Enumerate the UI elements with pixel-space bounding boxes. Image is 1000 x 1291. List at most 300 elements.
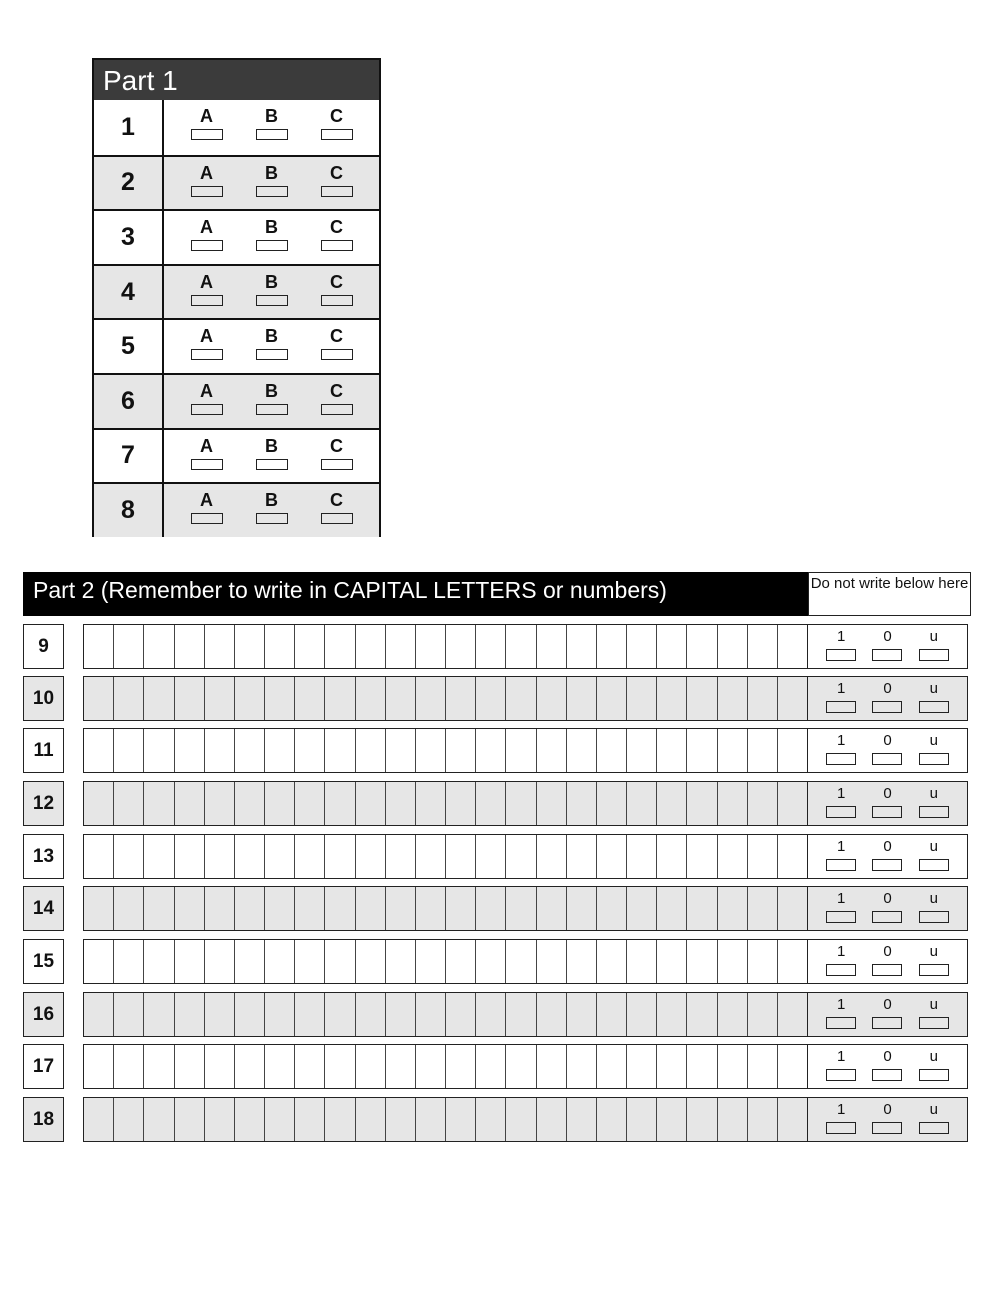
letter-box[interactable]	[446, 887, 476, 930]
letter-box[interactable]	[295, 1045, 325, 1088]
letter-box[interactable]	[476, 677, 506, 720]
letter-box[interactable]	[718, 887, 748, 930]
letter-box[interactable]	[84, 1045, 114, 1088]
letter-box[interactable]	[175, 993, 205, 1036]
letter-box[interactable]	[687, 993, 717, 1036]
letter-box[interactable]	[295, 835, 325, 878]
letter-box[interactable]	[356, 993, 386, 1036]
letter-box[interactable]	[235, 887, 265, 930]
mark-lozenge	[919, 964, 949, 976]
option-lozenge[interactable]	[321, 240, 353, 251]
option-lozenge[interactable]	[191, 349, 223, 360]
letter-box[interactable]	[144, 782, 174, 825]
letter-box[interactable]	[205, 625, 235, 668]
answer-option[interactable]	[319, 211, 355, 264]
letter-box[interactable]	[597, 940, 627, 983]
letter-box[interactable]	[205, 887, 235, 930]
letter-box[interactable]	[386, 729, 416, 772]
answer-option[interactable]	[189, 157, 225, 210]
letter-box[interactable]	[175, 729, 205, 772]
answer-option[interactable]	[254, 157, 290, 210]
letter-box[interactable]	[748, 782, 778, 825]
letter-box[interactable]	[386, 835, 416, 878]
answer-option[interactable]	[254, 484, 290, 537]
letter-box[interactable]	[718, 835, 748, 878]
letter-box[interactable]	[537, 677, 567, 720]
letter-box[interactable]	[567, 940, 597, 983]
letter-box[interactable]	[356, 835, 386, 878]
letter-box[interactable]	[537, 625, 567, 668]
option-lozenge[interactable]	[191, 186, 223, 197]
letter-box[interactable]	[597, 1098, 627, 1141]
letter-box[interactable]	[718, 940, 748, 983]
option-lozenge[interactable]	[191, 240, 223, 251]
letter-box[interactable]	[446, 835, 476, 878]
letter-box[interactable]	[446, 729, 476, 772]
letter-box[interactable]	[687, 887, 717, 930]
letter-box[interactable]	[627, 677, 657, 720]
letter-box[interactable]	[235, 625, 265, 668]
letter-box[interactable]	[476, 940, 506, 983]
letter-box[interactable]	[416, 993, 446, 1036]
letter-box[interactable]	[476, 993, 506, 1036]
letter-box[interactable]	[537, 1045, 567, 1088]
letter-box[interactable]	[205, 1098, 235, 1141]
letter-box[interactable]	[446, 1045, 476, 1088]
letter-box[interactable]	[597, 835, 627, 878]
letter-box[interactable]	[476, 835, 506, 878]
letter-box[interactable]	[205, 782, 235, 825]
answer-option[interactable]	[254, 211, 290, 264]
letter-box[interactable]	[235, 729, 265, 772]
letter-box[interactable]	[687, 940, 717, 983]
letter-box[interactable]	[687, 835, 717, 878]
letter-box[interactable]	[386, 1098, 416, 1141]
letter-box[interactable]	[657, 782, 687, 825]
letter-box[interactable]	[476, 1098, 506, 1141]
mark-label: u	[929, 732, 938, 749]
letter-box[interactable]	[205, 1045, 235, 1088]
mark-option	[871, 835, 903, 878]
letter-box[interactable]	[386, 782, 416, 825]
letter-box[interactable]	[175, 835, 205, 878]
letter-box[interactable]	[114, 782, 144, 825]
letter-box[interactable]	[175, 1098, 205, 1141]
letter-box[interactable]	[718, 1098, 748, 1141]
letter-box[interactable]	[416, 625, 446, 668]
letter-box[interactable]	[657, 1045, 687, 1088]
letter-box[interactable]	[356, 729, 386, 772]
answer-option[interactable]	[319, 100, 355, 155]
letter-box[interactable]	[778, 782, 807, 825]
option-lozenge[interactable]	[256, 186, 288, 197]
letter-box[interactable]	[265, 729, 295, 772]
letter-box[interactable]	[356, 1045, 386, 1088]
letter-box[interactable]	[114, 940, 144, 983]
letter-box[interactable]	[506, 729, 536, 772]
letter-box[interactable]	[627, 993, 657, 1036]
letter-box[interactable]	[506, 677, 536, 720]
letter-box[interactable]	[84, 993, 114, 1036]
letter-box[interactable]	[416, 677, 446, 720]
letter-box[interactable]	[718, 625, 748, 668]
letter-box[interactable]	[235, 940, 265, 983]
answer-option[interactable]	[189, 320, 225, 373]
letter-box[interactable]	[205, 677, 235, 720]
option-lozenge[interactable]	[256, 404, 288, 415]
letter-box[interactable]	[205, 993, 235, 1036]
answer-option[interactable]	[319, 484, 355, 537]
letter-box[interactable]	[265, 887, 295, 930]
answer-option[interactable]	[254, 100, 290, 155]
letter-box[interactable]	[325, 887, 355, 930]
answer-option[interactable]	[189, 211, 225, 264]
option-lozenge[interactable]	[256, 240, 288, 251]
letter-box[interactable]	[265, 782, 295, 825]
letter-box[interactable]	[687, 782, 717, 825]
letter-box[interactable]	[325, 782, 355, 825]
mark-label: 1	[836, 785, 846, 802]
letter-box[interactable]	[687, 729, 717, 772]
letter-box[interactable]	[627, 729, 657, 772]
mark-option	[918, 993, 950, 1036]
mark-option	[871, 782, 903, 825]
letter-box[interactable]	[748, 887, 778, 930]
letter-box[interactable]	[175, 1045, 205, 1088]
letter-box[interactable]	[657, 835, 687, 878]
letter-box[interactable]	[416, 1045, 446, 1088]
letter-box[interactable]	[446, 1098, 476, 1141]
option-lozenge[interactable]	[256, 459, 288, 470]
letter-box[interactable]	[235, 993, 265, 1036]
letter-box[interactable]	[295, 782, 325, 825]
option-lozenge[interactable]	[191, 459, 223, 470]
answer-option[interactable]	[189, 100, 225, 155]
answer-option[interactable]	[254, 320, 290, 373]
letter-box[interactable]	[84, 940, 114, 983]
letter-box[interactable]	[567, 782, 597, 825]
letter-box[interactable]	[748, 1098, 778, 1141]
option-lozenge[interactable]	[191, 295, 223, 306]
letter-box[interactable]	[537, 940, 567, 983]
answer-option[interactable]	[189, 266, 225, 319]
letter-box[interactable]	[325, 835, 355, 878]
answer-option[interactable]	[189, 484, 225, 537]
letter-box[interactable]	[446, 993, 476, 1036]
letter-box[interactable]	[718, 729, 748, 772]
letter-box[interactable]	[597, 1045, 627, 1088]
letter-box[interactable]	[356, 782, 386, 825]
letter-box[interactable]	[114, 729, 144, 772]
letter-box[interactable]	[506, 835, 536, 878]
answer-option[interactable]	[189, 375, 225, 428]
letter-box[interactable]	[748, 835, 778, 878]
letter-box[interactable]	[567, 677, 597, 720]
letter-box[interactable]	[597, 993, 627, 1036]
letter-box[interactable]	[265, 625, 295, 668]
letter-box[interactable]	[114, 677, 144, 720]
letter-box[interactable]	[506, 940, 536, 983]
letter-box[interactable]	[356, 677, 386, 720]
letter-box[interactable]	[144, 887, 174, 930]
letter-box[interactable]	[748, 993, 778, 1036]
answer-option[interactable]	[319, 266, 355, 319]
letter-box[interactable]	[295, 677, 325, 720]
letter-box[interactable]	[627, 835, 657, 878]
letter-box[interactable]	[718, 1045, 748, 1088]
letter-box[interactable]	[597, 782, 627, 825]
letter-box[interactable]	[84, 1098, 114, 1141]
letter-box[interactable]	[144, 729, 174, 772]
letter-box[interactable]	[597, 729, 627, 772]
letter-box[interactable]	[295, 1098, 325, 1141]
letter-box[interactable]	[386, 625, 416, 668]
letter-box[interactable]	[235, 1045, 265, 1088]
letter-box[interactable]	[84, 887, 114, 930]
letter-box[interactable]	[446, 625, 476, 668]
letter-box[interactable]	[114, 835, 144, 878]
letter-box[interactable]	[386, 677, 416, 720]
letter-box[interactable]	[627, 940, 657, 983]
letter-box[interactable]	[748, 625, 778, 668]
letter-box[interactable]	[506, 993, 536, 1036]
letter-box[interactable]	[657, 1098, 687, 1141]
answer-option[interactable]	[319, 375, 355, 428]
letter-box[interactable]	[114, 625, 144, 668]
letter-box[interactable]	[114, 887, 144, 930]
letter-box[interactable]	[235, 677, 265, 720]
letter-box[interactable]	[144, 835, 174, 878]
answer-option[interactable]	[254, 375, 290, 428]
answer-option[interactable]	[319, 157, 355, 210]
letter-box[interactable]	[84, 835, 114, 878]
letter-box[interactable]	[114, 993, 144, 1036]
letter-box[interactable]	[778, 887, 807, 930]
letter-box[interactable]	[175, 677, 205, 720]
letter-box[interactable]	[386, 993, 416, 1036]
letter-box[interactable]	[144, 677, 174, 720]
letter-box[interactable]	[84, 677, 114, 720]
letter-box[interactable]	[175, 887, 205, 930]
letter-box[interactable]	[295, 625, 325, 668]
letter-box[interactable]	[627, 887, 657, 930]
answer-option[interactable]	[189, 430, 225, 483]
letter-box[interactable]	[386, 1045, 416, 1088]
letter-box[interactable]	[446, 782, 476, 825]
letter-box[interactable]	[778, 993, 807, 1036]
letter-box[interactable]	[446, 940, 476, 983]
letter-box[interactable]	[567, 835, 597, 878]
letter-box[interactable]	[537, 887, 567, 930]
letter-box[interactable]	[537, 782, 567, 825]
letter-box[interactable]	[537, 729, 567, 772]
letter-box[interactable]	[325, 940, 355, 983]
letter-box[interactable]	[205, 729, 235, 772]
letter-box[interactable]	[778, 835, 807, 878]
answer-option[interactable]	[254, 266, 290, 319]
mark-lozenge	[919, 859, 949, 871]
letter-box[interactable]	[175, 625, 205, 668]
letter-box[interactable]	[144, 1045, 174, 1088]
letter-box[interactable]	[325, 1045, 355, 1088]
letter-box[interactable]	[597, 887, 627, 930]
letter-box[interactable]	[778, 729, 807, 772]
letter-box[interactable]	[657, 677, 687, 720]
letter-box[interactable]	[718, 677, 748, 720]
letter-box[interactable]	[356, 940, 386, 983]
letter-box[interactable]	[235, 1098, 265, 1141]
option-lozenge[interactable]	[321, 459, 353, 470]
option-lozenge[interactable]	[256, 349, 288, 360]
letter-box[interactable]	[567, 993, 597, 1036]
mark-label: 0	[883, 680, 892, 697]
letter-box[interactable]	[175, 782, 205, 825]
letter-box[interactable]	[687, 1045, 717, 1088]
letter-box[interactable]	[567, 1045, 597, 1088]
letter-box[interactable]	[416, 782, 446, 825]
letter-box[interactable]	[627, 1098, 657, 1141]
mark-label: 1	[836, 732, 846, 749]
letter-box[interactable]	[144, 940, 174, 983]
letter-box[interactable]	[476, 625, 506, 668]
letter-box[interactable]	[506, 625, 536, 668]
letter-box[interactable]	[386, 887, 416, 930]
letter-box[interactable]	[778, 940, 807, 983]
option-lozenge[interactable]	[321, 349, 353, 360]
letter-box[interactable]	[476, 729, 506, 772]
option-lozenge[interactable]	[256, 295, 288, 306]
letter-box[interactable]	[265, 940, 295, 983]
letter-box[interactable]	[295, 940, 325, 983]
letter-box[interactable]	[718, 782, 748, 825]
letter-box[interactable]	[84, 729, 114, 772]
letter-box[interactable]	[476, 782, 506, 825]
letter-box[interactable]	[687, 677, 717, 720]
letter-box[interactable]	[295, 729, 325, 772]
letter-box[interactable]	[144, 625, 174, 668]
letter-box[interactable]	[325, 993, 355, 1036]
letter-box[interactable]	[748, 677, 778, 720]
letter-box[interactable]	[506, 782, 536, 825]
letter-box[interactable]	[144, 993, 174, 1036]
letter-box[interactable]	[657, 625, 687, 668]
letter-box[interactable]	[567, 887, 597, 930]
part2-question-row	[23, 1044, 968, 1089]
letter-box[interactable]	[476, 887, 506, 930]
letter-box[interactable]	[205, 940, 235, 983]
option-lozenge[interactable]	[321, 295, 353, 306]
letter-box[interactable]	[84, 625, 114, 668]
letter-box[interactable]	[265, 1098, 295, 1141]
letter-box[interactable]	[718, 993, 748, 1036]
option-lozenge[interactable]	[321, 513, 353, 524]
letter-box[interactable]	[627, 782, 657, 825]
letter-box[interactable]	[84, 782, 114, 825]
letter-box[interactable]	[265, 993, 295, 1036]
letter-box[interactable]	[416, 887, 446, 930]
letter-box[interactable]	[265, 1045, 295, 1088]
letter-box[interactable]	[597, 625, 627, 668]
letter-box[interactable]	[114, 1045, 144, 1088]
letter-box[interactable]	[325, 1098, 355, 1141]
letter-box[interactable]	[687, 625, 717, 668]
letter-box[interactable]	[567, 1098, 597, 1141]
letter-box[interactable]	[114, 1098, 144, 1141]
letter-box[interactable]	[778, 1098, 807, 1141]
letter-box[interactable]	[657, 993, 687, 1036]
letter-box[interactable]	[657, 940, 687, 983]
option-lozenge[interactable]	[191, 513, 223, 524]
letter-box[interactable]	[657, 887, 687, 930]
letter-box[interactable]	[778, 625, 807, 668]
answer-option[interactable]	[254, 430, 290, 483]
letter-box[interactable]	[506, 887, 536, 930]
option-lozenge[interactable]	[191, 404, 223, 415]
letter-box[interactable]	[778, 677, 807, 720]
letter-box[interactable]	[356, 887, 386, 930]
letter-box[interactable]	[567, 625, 597, 668]
letter-box[interactable]	[295, 993, 325, 1036]
letter-box[interactable]	[748, 1045, 778, 1088]
option-lozenge[interactable]	[321, 129, 353, 140]
letter-box[interactable]	[476, 1045, 506, 1088]
letter-box[interactable]	[205, 835, 235, 878]
letter-box[interactable]	[325, 625, 355, 668]
letter-box[interactable]	[537, 835, 567, 878]
letter-box[interactable]	[748, 729, 778, 772]
letter-box[interactable]	[235, 835, 265, 878]
letter-box[interactable]	[386, 940, 416, 983]
letter-box[interactable]	[748, 940, 778, 983]
letter-box[interactable]	[265, 835, 295, 878]
option-lozenge[interactable]	[256, 513, 288, 524]
letter-box[interactable]	[235, 782, 265, 825]
letter-box[interactable]	[175, 940, 205, 983]
answer-option[interactable]	[319, 430, 355, 483]
letter-box[interactable]	[416, 835, 446, 878]
letter-box[interactable]	[537, 993, 567, 1036]
letter-box[interactable]	[506, 1045, 536, 1088]
letter-box[interactable]	[325, 677, 355, 720]
letter-box[interactable]	[265, 677, 295, 720]
option-lozenge[interactable]	[256, 129, 288, 140]
letter-box[interactable]	[627, 1045, 657, 1088]
letter-box[interactable]	[295, 887, 325, 930]
letter-box[interactable]	[567, 729, 597, 772]
option-lozenge[interactable]	[321, 186, 353, 197]
letter-box[interactable]	[778, 1045, 807, 1088]
letter-box[interactable]	[356, 1098, 386, 1141]
letter-box[interactable]	[416, 729, 446, 772]
letter-box[interactable]	[446, 677, 476, 720]
letter-box[interactable]	[416, 940, 446, 983]
letter-box[interactable]	[627, 625, 657, 668]
letter-box[interactable]	[537, 1098, 567, 1141]
letter-box[interactable]	[687, 1098, 717, 1141]
letter-box[interactable]	[657, 729, 687, 772]
question-number: 2	[94, 157, 164, 210]
letter-box[interactable]	[325, 729, 355, 772]
option-lozenge[interactable]	[321, 404, 353, 415]
letter-box[interactable]	[597, 677, 627, 720]
letter-boxes	[83, 834, 808, 879]
option-lozenge[interactable]	[191, 129, 223, 140]
letter-box[interactable]	[356, 625, 386, 668]
letter-box[interactable]	[144, 1098, 174, 1141]
letter-box[interactable]	[506, 1098, 536, 1141]
letter-box[interactable]	[416, 1098, 446, 1141]
answer-option[interactable]	[319, 320, 355, 373]
